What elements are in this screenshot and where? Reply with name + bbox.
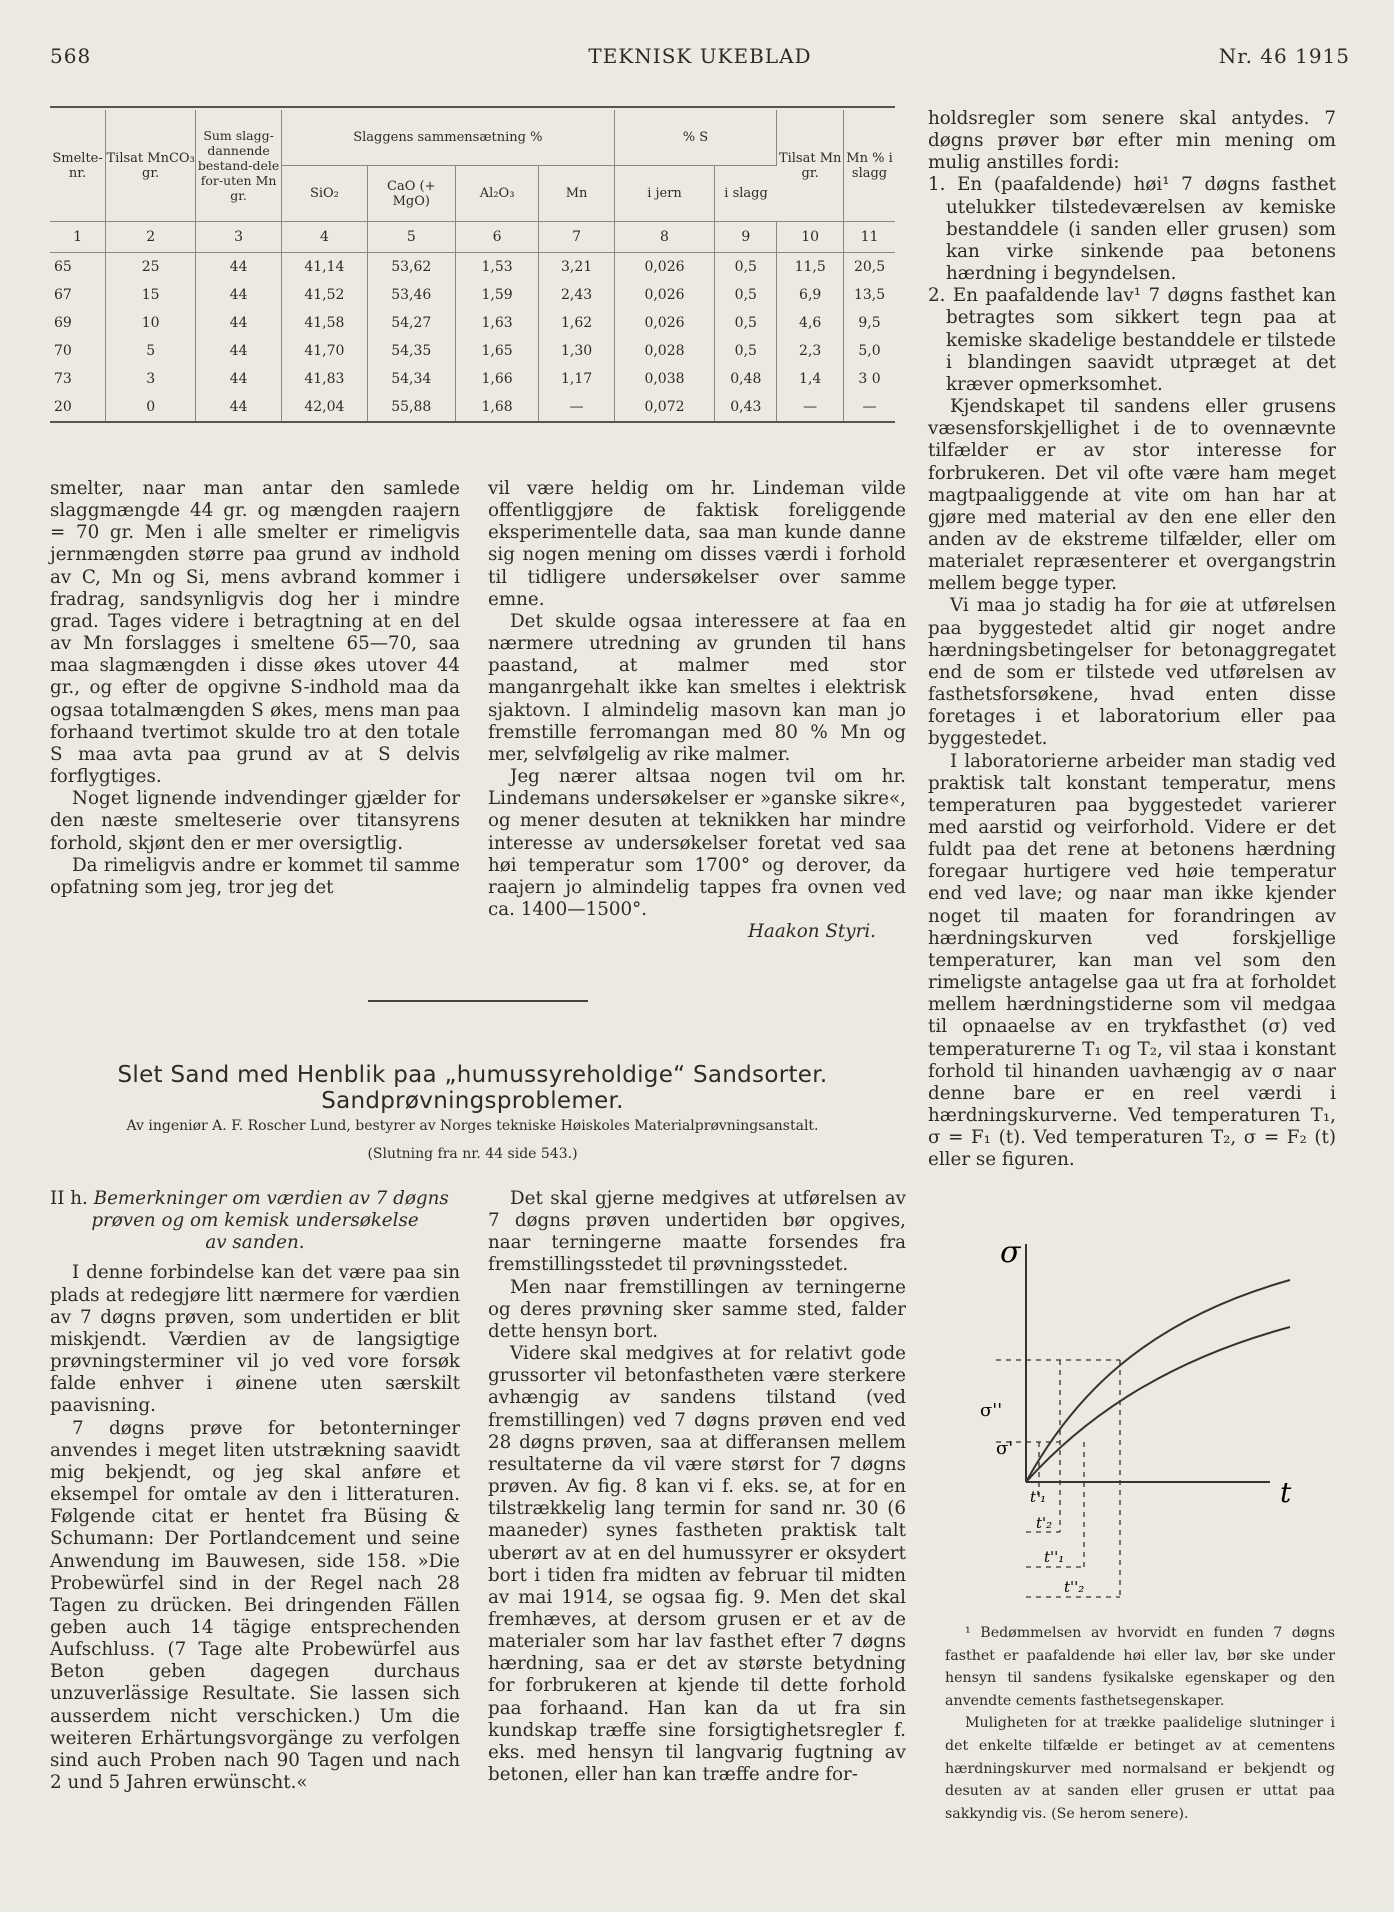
footnote-para-2: Muligheten for at trække paalidelige slutninger i det enkelte tilfælde er betinget av at cementens hærdningskurver med normalsand er bekjendt og desuten av at sanden eller grusen er uttat paa sakkyndig vis. (Se herom senere). [945,1715,1335,1822]
paragraph: Det skulde ogsaa interessere at faa en nærmere utredning av grunden til hans paastand, at malmer med stor manganrgehalt ikke kan smeltes i elektrisk sjaktovn. I almindelig masovn kan man jo fremstille ferromangan med 80 % Mn og mer, selvfølgelig av rike malmer. [488,610,906,765]
t2-prime-label: t'₂ [1036,1514,1053,1532]
page-header [50,44,1350,74]
table-cell: 54,35 [367,337,455,365]
table-cell: 0,43 [715,393,777,422]
paragraph: Da rimeligvis andre er kommet til samme opfatning som jeg, tror jeg det [50,854,460,898]
th-sio2: SiO₂ [282,166,368,222]
th-al2o3: Al₂O₃ [455,166,539,222]
th-slag-comp: Slaggens sammensætning % [282,110,615,166]
footnote [945,1622,1335,1825]
table-cell: 67 [50,281,106,309]
signature: Haakon Styri. [747,921,876,943]
table-cell: — [539,393,614,422]
table-row [50,281,895,309]
table-row [50,253,895,282]
table-cell: 2,43 [539,281,614,309]
table-cell: 0,028 [614,337,715,365]
article-column-1 [50,1188,460,1794]
th-mn-slagg: Mn % i slagg [844,110,895,222]
table-cell: 5 [106,337,196,365]
issue-number: Nr. 46 1915 [1218,44,1350,68]
table-cell: 1,30 [539,337,614,365]
paragraph: Vi maa jo stadig ha for øie at utførelsen paa byggestedet altid gir noget andre hærdningsbetingelser for betonaggregatet end de som er tilstede ved utførelsen av fasthetsforsøkene, hvad enten disse foretages i et laboratorium eller paa byggestedet. [928,595,1336,750]
table-cell: 0,026 [614,253,715,282]
th-sum-slagg: Sum slagg-dannende bestand-dele for-uten Mn gr. [196,110,282,222]
t1-double-prime-label: t''₁ [1044,1548,1065,1566]
paragraph: Det skal gjerne medgives at utførelsen av 7 døgns prøven undertiden bør opgives, naar terningerne maatte forsendes fra fremstillingsstedet til prøvningsstedet. [488,1188,906,1276]
table-cell: 44 [196,309,282,337]
section-title-3: av sanden. [205,1232,305,1254]
paragraph: Jeg nærer altsaa nogen tvil om hr. Lindemans undersøkelser er »ganske sikre«, og mener desuten at teknikken har mindre interesse av undersøkelser foretat ved saa høi temperatur som 1700° og derover, da raajern jo almindelig tappes fra ovnen ved ca. 1400—1500°. [488,766,906,920]
table-cell: 73 [50,365,106,393]
section-title-2: prøven og om kemisk undersøkelse [91,1210,419,1232]
table-cell: 0,026 [614,281,715,309]
table-cell: 4,6 [777,309,844,337]
t1-prime-label: t'₁ [1030,1488,1047,1506]
table-cell: — [777,393,844,422]
table-cell: 9,5 [858,315,881,331]
continuation-note: (Slutning fra nr. 44 side 543.) [367,1146,578,1162]
table-cell: 0,072 [614,393,715,422]
table-cell: 2,3 [777,337,844,365]
table-cell: 3,21 [539,253,614,282]
table-cell: 1,63 [455,309,539,337]
table-cell: — [844,393,895,422]
table-cell: 0,5 [715,253,777,282]
sigma1-label: σ' [996,1438,1014,1459]
page-number: 568 [50,44,92,68]
list-item: 2. En paafaldende lav¹ 7 døgns fasthet kan betragtes som sikkert tegn paa at kemiske skadelige bestanddele er tilstede i blandingen saavidt utpræget at det kræver opmerksomhet. [928,285,1336,395]
table-cell: 1,66 [455,365,539,393]
table-cell: 44 [196,365,282,393]
paragraph: I denne forbindelse kan det være paa sin plads at redegjøre litt nærmere for værdien av 7 døgns prøven, som undertiden er blit miskjendt. Værdien av de langsigtige prøvningsterminer vil jo ved vore forsøk falde enhver i øinene uten særskilt paavisning. [50,1262,460,1417]
table-cell: 20,5 [853,259,886,275]
column-2-top [488,478,906,943]
footnote-para-1: ¹ Bedømmelsen av hvorvidt en funden 7 døgns fasthet er paafaldende høi eller lav, bør ske under hensyn til sandens fysikalske egenskaper og den anvendte cements fasthetsegenskaper. [945,1625,1335,1709]
article-title: Slet Sand med Henblik paa „humussyreholdige“ Sandsorter. Sandprøvningsproblemer. [117,1062,828,1114]
paragraph: holdsregler som senere skal antydes. 7 døgns prøver bør efter min mening om mulig anstilles fordi: [928,108,1336,174]
sigma2-label: σ'' [980,1400,1003,1421]
th-i-jern: i jern [614,166,715,222]
table-cell: 41,70 [282,337,368,365]
list-item: 1. En (paafaldende) høi¹ 7 døgns fasthet utelukker tilstedeværelsen av kemiske bestanddele (i sanden eller grusen) som kan virke sinkende paa betonens hærdning i begyndelsen. [928,174,1336,285]
section-heading [50,1188,460,1210]
table-cell: 44 [196,281,282,309]
table-cell: 15 [106,281,196,309]
paragraph: Noget lignende indvendinger gjælder for den næste smelteserie over titansyrens forhold, skjønt den er mer oversigtlig. [50,788,460,854]
table-cell: 44 [196,393,282,422]
table-cell: 44 [196,337,282,365]
table-cell: 20 [50,393,106,422]
th-s-pct: % S [614,110,777,166]
data-table [50,110,895,423]
table-cell: 25 [106,253,196,282]
table-cell: 0,5 [715,337,777,365]
th-tilsat-mn: Tilsat Mn gr. [777,110,844,222]
table-cell: 54,34 [367,365,455,393]
table-cell: 0,5 [715,309,777,337]
th-mn: Mn [539,166,614,222]
table-cell: 41,83 [282,365,368,393]
paragraph: 7 døgns prøve for betonterninger anvendes i meget liten utstrækning saavidt mig bekjendt, og jeg skal anføre et eksempel for omtale av den i litteraturen. Følgende citat er hentet fra Büsing & Schumann: Der Portlandcement und seine Anwendung im Bauwesen, side 158. »Die Probewürfel sind in der Regel nach 28 Tagen zu drücken. Bei dringenden Fällen geben auch 14 tägige entsprechenden Aufschluss. (7 Tage alte Probewürfel aus Beton geben dagegen durchaus unzuverlässige Resultate. Sie lassen sich ausserdem nicht verschicken.) Um die weiteren Erhärtungsvorgänge zu verfolgen sind auch Proben nach 90 Tagen und nach 2 und 5 Jahren erwünscht.« [50,1417,460,1794]
paragraph: smelter, naar man antar den samlede slaggmængde 44 gr. og mængden raajern = 70 gr. Men i alle smelter er rimeligvis jernmængden større paa grund av indhold av C, Mn og Si, mens avbrand kommer i fradrag, sandsynligvis dog her i mindre grad. Tages videre i betragtning at en del av Mn forslagges i smeltene 65—70, saa maa slagmængden i disse økes utover 44 gr., og efter de opgivne S-indhold maa da ogsaa totalmængden S økes, mens man paa forhaand tvertimot skulde tro at den totale S maa avta paa grund av at S delvis forflygtiges. [50,478,460,788]
table-cell: 53,62 [367,253,455,282]
paragraph: Videre skal medgives at for relativt gode grussorter vil betonfastheten være sterkere avhængig av sandens tilstand (ved fremstillingen) ved 7 døgns prøven end ved 28 døgns prøven, saa at differansen mellem resultaterne da vil være størst for 7 døgns prøven. Av fig. 8 kan vi f. eks. se, at for en tilstrækkelig lang termin for sand nr. 30 (6 maaneder) synes fastheten praktisk talt uberørt av at en del humussyrer er oksydert bort i tiden fra midten av februar til midten av mai 1914, se ogsaa fig. 9. Men det skal fremhæves, at dersom grusen er et av de materialer som har lav fasthet efter 7 døgns hærdning, saa er det av største betydning for forbrukeren at kjende til dette forhold paa forhaand. Han kan da ut fra sin kundskap træffe sine forsigtighetsregler f. eks. med hensyn til langvarig fugtning av betonen, eller han kan træffe andre for- [488,1343,906,1786]
top-rule [50,106,895,108]
th-cao: CaO (+ MgO) [367,166,455,222]
hardening-curve-figure [920,1232,1300,1602]
table-cell: 3 0 [858,371,881,387]
t2-double-prime-label: t''₂ [1064,1578,1085,1596]
paragraph: Kjendskapet til sandens eller grusens væsensforskjellighet i de to ovennævnte tilfælder er av stor interesse for forbrukeren. Det vil ofte være ham meget magtpaaliggende at vite om han har at gjøre med material av den ene eller den anden av de ekstreme tilfælder, eller om materialet repræsenterer et overgangstrin mellem begge typer. [928,396,1336,595]
curve-lower [1026,1327,1290,1482]
paragraph: I laboratorierne arbeider man stadig ved praktisk talt konstant temperatur, mens temperaturen paa byggestedet varierer med aarstid og veirforhold. Videre er det fuldt paa det rene at betonens hærdning foregaar hurtigere ved høie temperatur end ved lave; og naar man ikke kjender noget til maaten for forandringen av hærdningskurven ved forskjellige temperaturer, kan man vel som den rimeligste antagelse gaa ut fra at forholdet mellem hærdningstiderne som vil medgaa til opnaaelse av en trykfasthet (σ) ved temperaturerne T₁ og T₂, vil staa i konstant forhold til hinanden uavhængig av σ naar denne bare er en reel værdi i hærdningskurverne. Ved temperaturen T₁, σ = F₁ (t). Ved temperaturen T₂, σ = F₂ (t) eller se figuren. [928,750,1336,1171]
table-cell: 0,026 [614,309,715,337]
section-title-1: Bemerkninger om værdien av 7 døgns [93,1188,449,1209]
table-col-numbers: 1 2 3 4 5 6 7 8 9 10 11 [50,222,895,253]
sigma-label: σ [1000,1235,1021,1270]
table-cell: 69 [50,309,106,337]
column-3 [928,108,1336,1172]
table-cell: 0,5 [715,281,777,309]
table-cell: 1,59 [455,281,539,309]
table-cell: 13,5 [853,287,886,303]
table-cell: 41,58 [282,309,368,337]
table-cell: 54,27 [367,309,455,337]
table-cell: 42,04 [282,393,368,422]
curve-upper [1026,1280,1290,1482]
table-cell: 0,038 [614,365,715,393]
table-cell: 55,88 [367,393,455,422]
table-body [50,253,895,423]
table-cell: 1,65 [455,337,539,365]
table-row [50,393,895,422]
th-i-slagg: i slagg [715,166,777,222]
table-cell: 44 [196,253,282,282]
table-cell: 11,5 [777,253,844,282]
table-cell: 0 [106,393,196,422]
th-tilsat-mnco3: Tilsat MnCO₃ gr. [106,110,196,222]
table-cell: 5,0 [858,343,881,359]
table-cell: 3 [106,365,196,393]
table-cell: 1,68 [455,393,539,422]
table-cell: 41,14 [282,253,368,282]
journal-title: TEKNISK UKEBLAD [588,44,812,68]
table-row [50,365,895,393]
table-cell: 70 [50,337,106,365]
table-cell: 41,52 [282,281,368,309]
table-row [50,337,895,365]
table-cell: 1,53 [455,253,539,282]
table-cell: 10 [106,309,196,337]
footnote-marker: ¹ [965,1625,971,1641]
table-cell: 1,4 [777,365,844,393]
table-row [50,309,895,337]
article-separator [368,1000,588,1002]
paragraph: Men naar fremstillingen av terningerne og deres prøvning sker samme sted, falder dette hensyn bort. [488,1276,906,1342]
table-cell: 53,46 [367,281,455,309]
section-label: II h. [50,1188,88,1209]
th-smelte: Smelte-nr. [50,110,106,222]
t-label: t [1280,1476,1292,1509]
byline: Av ingeniør A. F. Roscher Lund, bestyrer av Norges tekniske Høiskoles Materialprøvningsanstalt. [126,1118,819,1134]
column-1-top [50,478,460,899]
table-cell: 65 [50,253,106,282]
paragraph: vil være heldig om hr. Lindeman vilde offentliggjøre de faktisk foreliggende eksperimentelle data, saa man kunde danne sig nogen mening om disses værdi i forhold til tidligere undersøkelser over samme emne. [488,478,906,610]
article-column-2 [488,1188,906,1786]
table-cell: 1,17 [539,365,614,393]
table-cell: 0,48 [715,365,777,393]
table-cell: 1,62 [539,309,614,337]
table-cell: 6,9 [777,281,844,309]
